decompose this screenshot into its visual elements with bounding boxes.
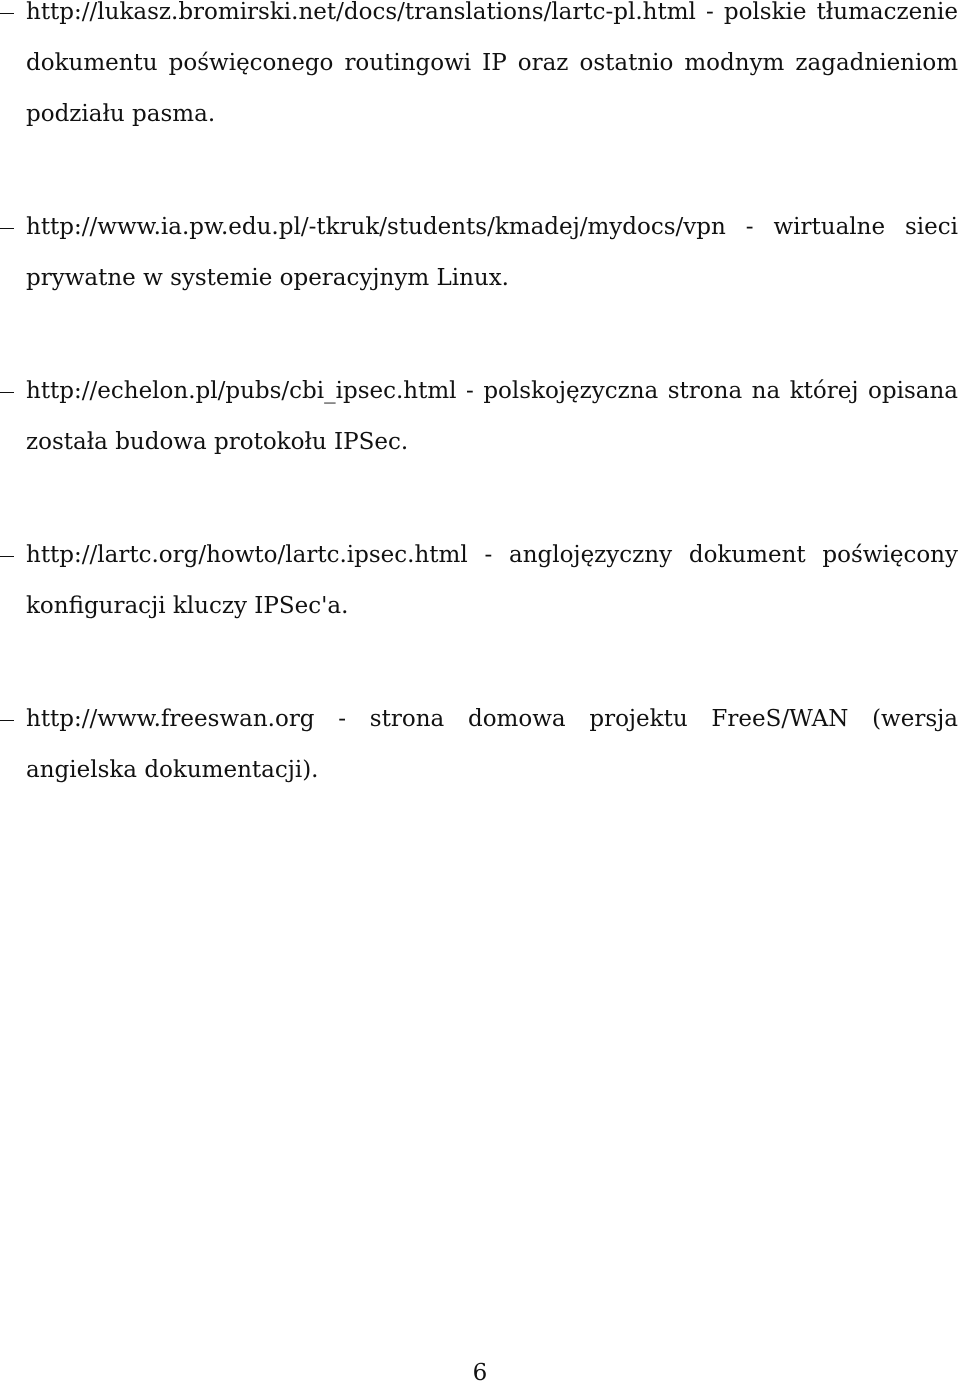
list-item bbox=[0, 0, 958, 140]
list-item-text: http://www.ia.pw.edu.pl/-tkruk/students/kmadej/mydocs/vpn - wirtualne sieci prywatne w systemie operacyjnym Linux. bbox=[26, 214, 958, 291]
list-item-text: http://www.freeswan.org - strona domowa projektu FreeS/WAN (wersja angielska dokumentacji). bbox=[26, 706, 958, 783]
page-number: 6 bbox=[472, 1360, 488, 1386]
list-item-text: http://echelon.pl/pubs/cbi_ipsec.html - polskojęzyczna strona na której opisana została budowa protokołu IPSec. bbox=[26, 378, 958, 455]
list-item bbox=[0, 530, 958, 632]
list-item bbox=[0, 366, 958, 468]
list-item bbox=[0, 202, 958, 304]
list-item-text: http://lartc.org/howto/lartc.ipsec.html - anglojęzyczny dokument poświęcony konfiguracji kluczy IPSec'a. bbox=[26, 542, 958, 619]
list-item-text: http://lukasz.bromirski.net/docs/translations/lartc-pl.html - polskie tłumaczenie dokumentu poświęconego routingowi IP oraz ostatnio modnym zagadnieniom podziału pasma. bbox=[26, 0, 958, 127]
list-item bbox=[0, 694, 958, 796]
